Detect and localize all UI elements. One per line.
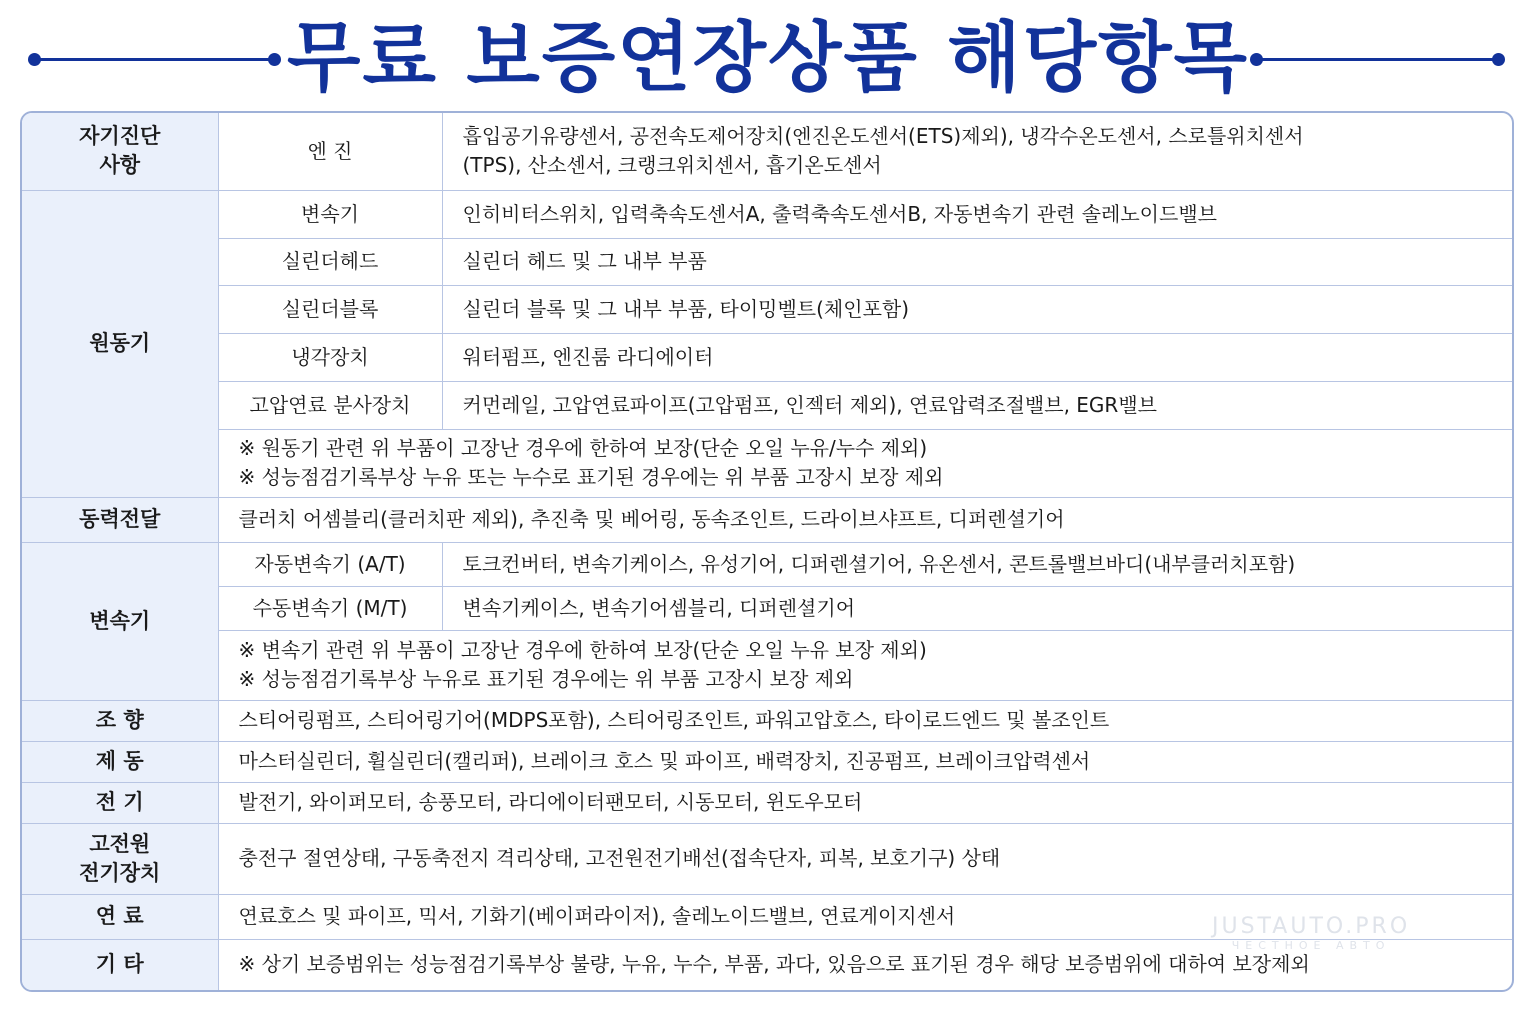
table-row bbox=[22, 700, 1512, 741]
page-title: 무료 보증연장상품 해당항목 bbox=[287, 13, 1249, 102]
subcategory-cell: 실린더헤드 bbox=[218, 238, 442, 285]
item-text: 스티어링펌프, 스티어링기어(MDPS포함), 스티어링조인트, 파워고압호스, 타이로드엔드 및 볼조인트 bbox=[218, 700, 1512, 741]
table-row bbox=[22, 823, 1512, 894]
subcategory-cell: 엔 진 bbox=[218, 113, 442, 190]
item-text: 실린더 헤드 및 그 내부 부품 bbox=[442, 238, 1512, 285]
category-cell: 원동기 bbox=[22, 190, 218, 497]
item-text: 커먼레일, 고압연료파이프(고압펌프, 인젝터 제외), 연료압력조절밸브, EGR밸브 bbox=[442, 381, 1512, 429]
category-cell: 자기진단 사항 bbox=[22, 113, 218, 190]
category-cell: 고전원 전기장치 bbox=[22, 823, 218, 894]
table-row bbox=[22, 113, 1512, 190]
item-text: 토크컨버터, 변속기케이스, 유성기어, 디퍼렌셜기어, 유온센서, 콘트롤밸브바디(내부클러치포함) bbox=[442, 542, 1512, 586]
title-header bbox=[0, 0, 1536, 110]
item-text: ※ 상기 보증범위는 성능점검기록부상 불량, 누유, 누수, 부품, 과다, 있음으로 표기된 경우 해당 보증범위에 대하여 보장제외 bbox=[218, 939, 1512, 990]
coverage-table bbox=[20, 111, 1514, 992]
table-row bbox=[22, 586, 1512, 630]
item-text: 인히비터스위치, 입력축속도센서A, 출력축속도센서B, 자동변속기 관련 솔레노이드밸브 bbox=[442, 190, 1512, 238]
watermark-subtext: ЧЕСТНОЕ АВТО bbox=[1231, 939, 1391, 952]
watermark-text: JUSTAUTO.PRO bbox=[1212, 914, 1411, 939]
item-text: 흡입공기유량센서, 공전속도제어장치(엔진온도센서(ETS)제외), 냉각수온도센서, 스로틀위치센서 (TPS), 산소센서, 크랭크위치센서, 흡기온도센서 bbox=[442, 113, 1512, 190]
item-text: 클러치 어셈블리(클러치판 제외), 추진축 및 베어링, 동속조인트, 드라이브샤프트, 디퍼렌셜기어 bbox=[218, 497, 1512, 542]
table-row bbox=[22, 333, 1512, 381]
subcategory-cell: 변속기 bbox=[218, 190, 442, 238]
table-row bbox=[22, 630, 1512, 700]
table-row bbox=[22, 285, 1512, 333]
subcategory-cell: 실린더블록 bbox=[218, 285, 442, 333]
table-row bbox=[22, 741, 1512, 782]
item-text: 발전기, 와이퍼모터, 송풍모터, 라디에이터팬모터, 시동모터, 윈도우모터 bbox=[218, 782, 1512, 823]
subcategory-cell: 수동변속기 (M/T) bbox=[218, 586, 442, 630]
table-row bbox=[22, 497, 1512, 542]
table-row bbox=[22, 542, 1512, 586]
note-line: ※ 변속기 관련 위 부품이 고장난 경우에 한하여 보장(단순 오일 누유 보장 제외) bbox=[238, 638, 927, 662]
watermark-logo bbox=[1212, 914, 1410, 952]
subcategory-cell: 고압연료 분사장치 bbox=[218, 381, 442, 429]
category-cell: 변속기 bbox=[22, 542, 218, 700]
table-row bbox=[22, 782, 1512, 823]
category-cell: 제 동 bbox=[22, 741, 218, 782]
item-text: 연료호스 및 파이프, 믹서, 기화기(베이퍼라이저), 솔레노이드밸브, 연료게이지센서 bbox=[218, 894, 1512, 939]
category-cell: 조 향 bbox=[22, 700, 218, 741]
table-row bbox=[22, 190, 1512, 238]
item-text: 변속기케이스, 변속기어셈블리, 디퍼렌셜기어 bbox=[442, 586, 1512, 630]
category-cell: 기 타 bbox=[22, 939, 218, 990]
category-cell: 연 료 bbox=[22, 894, 218, 939]
item-text: 충전구 절연상태, 구동축전지 격리상태, 고전원전기배선(접속단자, 피복, 보호기구) 상태 bbox=[218, 823, 1512, 894]
note-line: ※ 성능점검기록부상 누유로 표기된 경우에는 위 부품 고장시 보장 제외 bbox=[238, 667, 854, 691]
note-cell bbox=[218, 429, 1512, 497]
note-line: ※ 성능점검기록부상 누유 또는 누수로 표기된 경우에는 위 부품 고장시 보장 제외 bbox=[238, 465, 944, 489]
item-text: 마스터실린더, 휠실린더(캘리퍼), 브레이크 호스 및 파이프, 배력장치, 진공펌프, 브레이크압력센서 bbox=[218, 741, 1512, 782]
category-cell: 전 기 bbox=[22, 782, 218, 823]
note-line: ※ 원동기 관련 위 부품이 고장난 경우에 한하여 보장(단순 오일 누유/누수 제외) bbox=[238, 436, 928, 460]
subcategory-cell: 냉각장치 bbox=[218, 333, 442, 381]
table-row bbox=[22, 238, 1512, 285]
table-row bbox=[22, 429, 1512, 497]
item-text: 실린더 블록 및 그 내부 부품, 타이밍벨트(체인포함) bbox=[442, 285, 1512, 333]
table-row bbox=[22, 381, 1512, 429]
category-cell: 동력전달 bbox=[22, 497, 218, 542]
item-text: 워터펌프, 엔진룸 라디에이터 bbox=[442, 333, 1512, 381]
note-cell bbox=[218, 630, 1512, 700]
subcategory-cell: 자동변속기 (A/T) bbox=[218, 542, 442, 586]
